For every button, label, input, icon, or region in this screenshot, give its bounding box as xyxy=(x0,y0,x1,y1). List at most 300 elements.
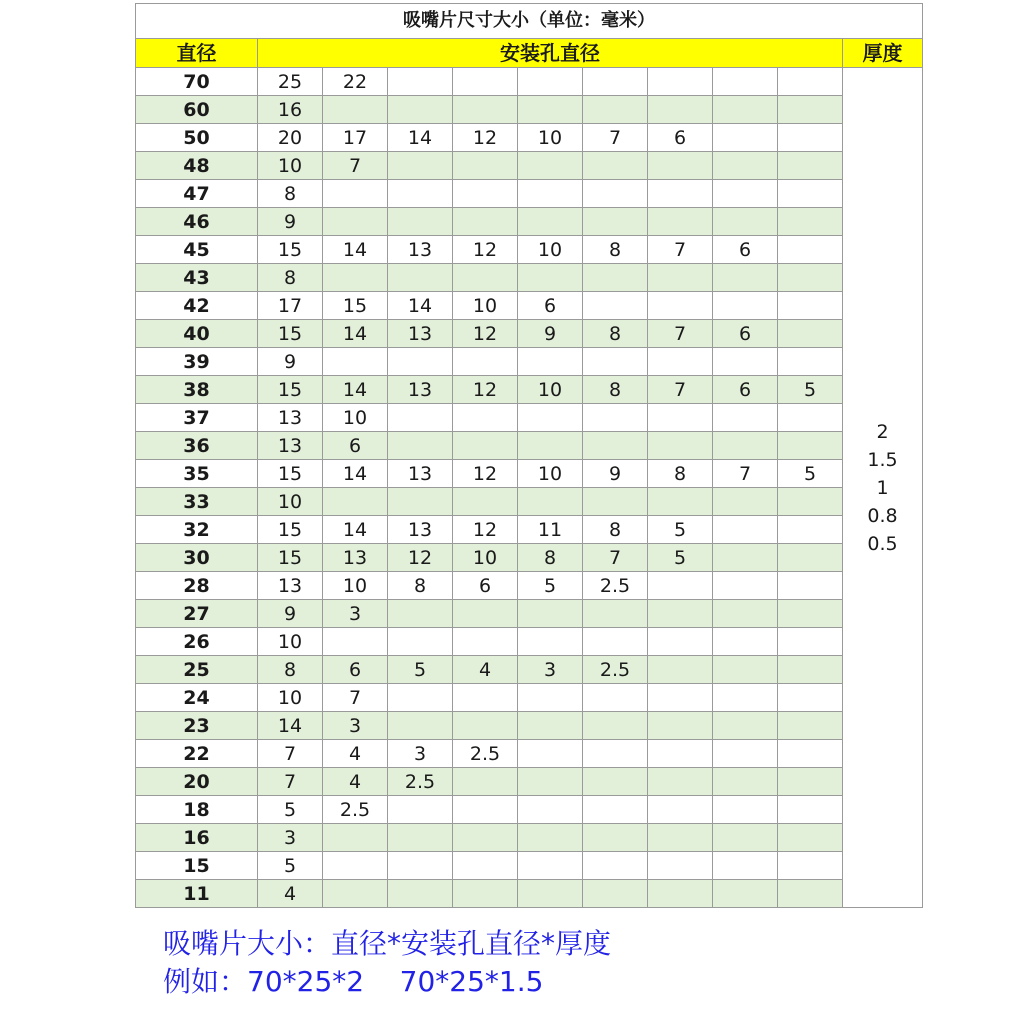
hole-diameter-cell: 5 xyxy=(648,516,713,544)
table-row xyxy=(136,96,923,124)
hole-diameter-cell xyxy=(583,152,648,180)
hole-diameter-cell xyxy=(648,348,713,376)
hole-diameter-cell xyxy=(713,880,778,908)
hole-diameter-cell: 10 xyxy=(453,292,518,320)
hole-diameter-cell xyxy=(518,740,583,768)
hole-diameter-cell xyxy=(453,684,518,712)
hole-diameter-cell: 14 xyxy=(258,712,323,740)
hole-diameter-cell: 6 xyxy=(453,572,518,600)
hole-diameter-cell: 9 xyxy=(583,460,648,488)
hole-diameter-cell xyxy=(583,684,648,712)
hole-diameter-cell xyxy=(648,488,713,516)
hole-diameter-cell xyxy=(648,208,713,236)
hole-diameter-cell xyxy=(388,880,453,908)
hole-diameter-cell: 15 xyxy=(258,376,323,404)
hole-diameter-cell xyxy=(518,404,583,432)
diameter-cell: 16 xyxy=(136,824,258,852)
hole-diameter-cell: 12 xyxy=(453,320,518,348)
hole-diameter-cell xyxy=(648,600,713,628)
hole-diameter-cell: 6 xyxy=(323,656,388,684)
diameter-cell: 40 xyxy=(136,320,258,348)
hole-diameter-cell: 10 xyxy=(258,152,323,180)
diameter-cell: 60 xyxy=(136,96,258,124)
hole-diameter-cell xyxy=(713,264,778,292)
hole-diameter-cell: 14 xyxy=(323,516,388,544)
hole-diameter-cell: 8 xyxy=(258,180,323,208)
hole-diameter-cell: 2.5 xyxy=(388,768,453,796)
table-title: 吸嘴片尺寸大小（单位：毫米） xyxy=(136,4,923,39)
hole-diameter-cell xyxy=(778,292,843,320)
table-row xyxy=(136,796,923,824)
hole-diameter-cell xyxy=(323,824,388,852)
hole-diameter-cell: 14 xyxy=(323,376,388,404)
hole-diameter-cell xyxy=(713,656,778,684)
hole-diameter-cell xyxy=(648,740,713,768)
hole-diameter-cell: 4 xyxy=(323,740,388,768)
table-row xyxy=(136,600,923,628)
hole-diameter-cell xyxy=(518,348,583,376)
hole-diameter-cell: 20 xyxy=(258,124,323,152)
hole-diameter-cell xyxy=(388,264,453,292)
table-row xyxy=(136,124,923,152)
table-row xyxy=(136,460,923,488)
hole-diameter-cell: 7 xyxy=(713,460,778,488)
hole-diameter-cell xyxy=(713,348,778,376)
hole-diameter-cell xyxy=(778,628,843,656)
diameter-cell: 46 xyxy=(136,208,258,236)
table-row xyxy=(136,880,923,908)
diameter-cell: 50 xyxy=(136,124,258,152)
hole-diameter-cell: 5 xyxy=(518,572,583,600)
hole-diameter-cell xyxy=(518,96,583,124)
hole-diameter-cell: 8 xyxy=(648,460,713,488)
hole-diameter-cell: 13 xyxy=(388,320,453,348)
table-row xyxy=(136,180,923,208)
hole-diameter-cell xyxy=(518,180,583,208)
diameter-cell: 18 xyxy=(136,796,258,824)
hole-diameter-cell xyxy=(778,348,843,376)
hole-diameter-cell xyxy=(648,152,713,180)
hole-diameter-cell: 7 xyxy=(258,768,323,796)
hole-diameter-cell xyxy=(453,152,518,180)
hole-diameter-cell xyxy=(388,824,453,852)
hole-diameter-cell xyxy=(713,432,778,460)
hole-diameter-cell xyxy=(583,740,648,768)
hole-diameter-cell xyxy=(713,600,778,628)
hole-diameter-cell: 9 xyxy=(518,320,583,348)
hole-diameter-cell xyxy=(778,572,843,600)
hole-diameter-cell xyxy=(778,208,843,236)
hole-diameter-cell xyxy=(778,236,843,264)
hole-diameter-cell xyxy=(518,824,583,852)
hole-diameter-cell xyxy=(778,124,843,152)
hole-diameter-cell xyxy=(713,824,778,852)
hole-diameter-cell: 13 xyxy=(258,432,323,460)
table-row xyxy=(136,516,923,544)
hole-diameter-cell: 7 xyxy=(258,740,323,768)
hole-diameter-cell: 8 xyxy=(258,656,323,684)
hole-diameter-cell xyxy=(323,264,388,292)
hole-diameter-cell xyxy=(778,404,843,432)
hole-diameter-cell xyxy=(518,712,583,740)
hole-diameter-cell xyxy=(583,796,648,824)
diameter-cell: 48 xyxy=(136,152,258,180)
hole-diameter-cell xyxy=(648,264,713,292)
hole-diameter-cell: 3 xyxy=(388,740,453,768)
hole-diameter-cell xyxy=(648,180,713,208)
hole-diameter-cell: 10 xyxy=(453,544,518,572)
hole-diameter-cell: 5 xyxy=(778,376,843,404)
hole-diameter-cell xyxy=(648,656,713,684)
hole-diameter-cell xyxy=(713,684,778,712)
hole-diameter-cell: 16 xyxy=(258,96,323,124)
hole-diameter-cell xyxy=(583,404,648,432)
hole-diameter-cell xyxy=(453,824,518,852)
hole-diameter-cell xyxy=(713,404,778,432)
hole-diameter-cell xyxy=(518,208,583,236)
hole-diameter-cell: 15 xyxy=(258,460,323,488)
hole-diameter-cell xyxy=(323,880,388,908)
hole-diameter-cell xyxy=(518,768,583,796)
thickness-value: 1 xyxy=(876,476,889,499)
hole-diameter-cell xyxy=(583,96,648,124)
hole-diameter-cell xyxy=(518,488,583,516)
hole-diameter-cell xyxy=(453,852,518,880)
hole-diameter-cell: 17 xyxy=(258,292,323,320)
hole-diameter-cell: 5 xyxy=(258,852,323,880)
hole-diameter-cell xyxy=(453,96,518,124)
hole-diameter-cell xyxy=(518,600,583,628)
hole-diameter-cell: 5 xyxy=(778,460,843,488)
hole-diameter-cell xyxy=(713,572,778,600)
hole-diameter-cell xyxy=(583,292,648,320)
hole-diameter-cell xyxy=(778,796,843,824)
thickness-value: 0.8 xyxy=(867,504,898,527)
hole-diameter-cell xyxy=(453,68,518,96)
hole-diameter-cell xyxy=(583,712,648,740)
hole-diameter-cell: 10 xyxy=(323,404,388,432)
table-row xyxy=(136,768,923,796)
hole-diameter-cell: 6 xyxy=(713,236,778,264)
hole-diameter-cell xyxy=(778,768,843,796)
diameter-cell: 36 xyxy=(136,432,258,460)
hole-diameter-cell xyxy=(518,628,583,656)
hole-diameter-cell xyxy=(323,628,388,656)
diameter-cell: 42 xyxy=(136,292,258,320)
hole-diameter-cell: 12 xyxy=(453,236,518,264)
hole-diameter-cell xyxy=(518,796,583,824)
hole-diameter-cell xyxy=(388,600,453,628)
hole-diameter-cell: 7 xyxy=(323,684,388,712)
hole-diameter-cell: 2.5 xyxy=(453,740,518,768)
table-row xyxy=(136,572,923,600)
size-table xyxy=(135,3,923,908)
hole-diameter-cell: 7 xyxy=(648,236,713,264)
hole-diameter-cell: 15 xyxy=(258,544,323,572)
hole-diameter-cell xyxy=(583,208,648,236)
diameter-cell: 25 xyxy=(136,656,258,684)
hole-diameter-cell: 3 xyxy=(323,600,388,628)
hole-diameter-cell xyxy=(648,628,713,656)
table-row xyxy=(136,320,923,348)
hole-diameter-cell xyxy=(518,432,583,460)
hole-diameter-cell xyxy=(388,684,453,712)
hole-diameter-cell xyxy=(713,516,778,544)
hole-diameter-cell xyxy=(713,488,778,516)
hole-diameter-cell: 8 xyxy=(583,516,648,544)
hole-diameter-cell xyxy=(583,180,648,208)
diameter-cell: 23 xyxy=(136,712,258,740)
hole-diameter-cell xyxy=(778,544,843,572)
hole-diameter-cell: 9 xyxy=(258,208,323,236)
diameter-cell: 37 xyxy=(136,404,258,432)
hole-diameter-cell xyxy=(778,516,843,544)
hole-diameter-cell: 8 xyxy=(258,264,323,292)
diameter-cell: 30 xyxy=(136,544,258,572)
hole-diameter-cell xyxy=(388,852,453,880)
hole-diameter-cell xyxy=(453,768,518,796)
hole-diameter-cell xyxy=(583,264,648,292)
hole-diameter-cell: 4 xyxy=(258,880,323,908)
hole-diameter-cell xyxy=(778,740,843,768)
hole-diameter-cell xyxy=(778,880,843,908)
table-row xyxy=(136,432,923,460)
thickness-value: 1.5 xyxy=(867,448,898,471)
hole-diameter-cell: 5 xyxy=(258,796,323,824)
hole-diameter-cell: 10 xyxy=(518,236,583,264)
hole-diameter-cell: 13 xyxy=(388,516,453,544)
hole-diameter-cell: 14 xyxy=(323,236,388,264)
hole-diameter-cell: 7 xyxy=(648,320,713,348)
hole-diameter-cell xyxy=(518,684,583,712)
hole-diameter-cell: 12 xyxy=(453,516,518,544)
hole-diameter-cell xyxy=(388,432,453,460)
hole-diameter-cell: 9 xyxy=(258,348,323,376)
thickness-cell xyxy=(843,68,923,908)
hole-diameter-cell: 7 xyxy=(583,544,648,572)
hole-diameter-cell xyxy=(323,852,388,880)
hole-diameter-cell xyxy=(648,684,713,712)
hole-diameter-cell: 14 xyxy=(388,292,453,320)
diameter-cell: 24 xyxy=(136,684,258,712)
table-row xyxy=(136,348,923,376)
hole-diameter-cell xyxy=(453,432,518,460)
hole-diameter-cell: 12 xyxy=(453,460,518,488)
hole-diameter-cell xyxy=(778,656,843,684)
hole-diameter-cell xyxy=(713,180,778,208)
hole-diameter-cell: 10 xyxy=(518,460,583,488)
hole-diameter-cell xyxy=(453,796,518,824)
table-row xyxy=(136,824,923,852)
hole-diameter-cell xyxy=(583,68,648,96)
hole-diameter-cell: 8 xyxy=(583,376,648,404)
hole-diameter-cell: 6 xyxy=(518,292,583,320)
hole-diameter-cell xyxy=(713,712,778,740)
hole-diameter-cell: 15 xyxy=(258,236,323,264)
hole-diameter-cell xyxy=(778,180,843,208)
hole-diameter-cell: 25 xyxy=(258,68,323,96)
hole-diameter-cell xyxy=(388,404,453,432)
hole-diameter-cell: 13 xyxy=(388,460,453,488)
hole-diameter-cell xyxy=(388,96,453,124)
table-row xyxy=(136,208,923,236)
hole-diameter-cell xyxy=(388,180,453,208)
hole-diameter-cell xyxy=(648,852,713,880)
hole-diameter-cell: 10 xyxy=(323,572,388,600)
hole-diameter-cell xyxy=(388,796,453,824)
table-row xyxy=(136,292,923,320)
hole-diameter-cell: 12 xyxy=(453,376,518,404)
hole-diameter-cell xyxy=(323,96,388,124)
hole-diameter-cell: 5 xyxy=(648,544,713,572)
hole-diameter-cell: 8 xyxy=(583,320,648,348)
hole-diameter-cell xyxy=(583,488,648,516)
hole-diameter-cell: 2.5 xyxy=(583,572,648,600)
hole-diameter-cell xyxy=(453,628,518,656)
hole-diameter-cell xyxy=(388,348,453,376)
hole-diameter-cell xyxy=(713,628,778,656)
hole-diameter-cell: 8 xyxy=(518,544,583,572)
hole-diameter-cell xyxy=(648,796,713,824)
hole-diameter-cell xyxy=(583,768,648,796)
hole-diameter-cell xyxy=(453,880,518,908)
hole-diameter-cell: 7 xyxy=(583,124,648,152)
hole-diameter-cell: 4 xyxy=(453,656,518,684)
hole-diameter-cell xyxy=(778,68,843,96)
hole-diameter-cell xyxy=(518,264,583,292)
hole-diameter-cell xyxy=(453,348,518,376)
hole-diameter-cell xyxy=(778,684,843,712)
hole-diameter-cell: 14 xyxy=(323,320,388,348)
hole-diameter-cell: 12 xyxy=(453,124,518,152)
hole-diameter-cell: 13 xyxy=(388,376,453,404)
hole-diameter-cell: 14 xyxy=(388,124,453,152)
hole-diameter-cell xyxy=(648,768,713,796)
hole-diameter-cell: 13 xyxy=(323,544,388,572)
hole-diameter-cell: 6 xyxy=(713,376,778,404)
hole-diameter-cell xyxy=(778,320,843,348)
hole-diameter-cell xyxy=(388,68,453,96)
hole-diameter-cell xyxy=(388,712,453,740)
hole-diameter-cell xyxy=(453,404,518,432)
hole-diameter-cell: 7 xyxy=(323,152,388,180)
hole-diameter-cell xyxy=(713,544,778,572)
hole-diameter-cell xyxy=(778,432,843,460)
hole-diameter-cell xyxy=(583,852,648,880)
hole-diameter-cell: 10 xyxy=(258,628,323,656)
hole-diameter-cell: 14 xyxy=(323,460,388,488)
hole-diameter-cell xyxy=(648,432,713,460)
hole-diameter-cell: 7 xyxy=(648,376,713,404)
hole-diameter-cell: 5 xyxy=(388,656,453,684)
hole-diameter-cell xyxy=(323,180,388,208)
hole-diameter-cell: 15 xyxy=(258,516,323,544)
hole-diameter-cell: 2.5 xyxy=(583,656,648,684)
diameter-cell: 20 xyxy=(136,768,258,796)
hole-diameter-cell xyxy=(778,488,843,516)
hole-diameter-cell xyxy=(518,152,583,180)
thickness-value: 2 xyxy=(876,420,889,443)
hole-diameter-cell xyxy=(323,208,388,236)
hole-diameter-cell xyxy=(323,348,388,376)
hole-diameter-cell xyxy=(778,712,843,740)
hole-diameter-cell: 8 xyxy=(583,236,648,264)
size-note xyxy=(163,925,611,1001)
diameter-cell: 47 xyxy=(136,180,258,208)
hole-diameter-cell: 8 xyxy=(388,572,453,600)
header-hole-diameter: 安装孔直径 xyxy=(258,39,843,68)
hole-diameter-cell xyxy=(713,124,778,152)
diameter-cell: 15 xyxy=(136,852,258,880)
hole-diameter-cell: 15 xyxy=(323,292,388,320)
hole-diameter-cell: 3 xyxy=(258,824,323,852)
hole-diameter-cell: 9 xyxy=(258,600,323,628)
table-row xyxy=(136,236,923,264)
hole-diameter-cell xyxy=(583,824,648,852)
table-row xyxy=(136,684,923,712)
table-row xyxy=(136,68,923,96)
hole-diameter-cell xyxy=(713,96,778,124)
hole-diameter-cell xyxy=(583,880,648,908)
hole-diameter-cell: 13 xyxy=(258,404,323,432)
hole-diameter-cell: 6 xyxy=(323,432,388,460)
hole-diameter-cell xyxy=(648,68,713,96)
hole-diameter-cell xyxy=(583,432,648,460)
diameter-cell: 11 xyxy=(136,880,258,908)
hole-diameter-cell xyxy=(583,348,648,376)
hole-diameter-cell xyxy=(648,292,713,320)
header-diameter: 直径 xyxy=(136,39,258,68)
header-thickness: 厚度 xyxy=(843,39,923,68)
hole-diameter-cell xyxy=(453,208,518,236)
table-row xyxy=(136,740,923,768)
hole-diameter-cell: 22 xyxy=(323,68,388,96)
hole-diameter-cell: 13 xyxy=(258,572,323,600)
table-row xyxy=(136,152,923,180)
hole-diameter-cell xyxy=(323,488,388,516)
diameter-cell: 35 xyxy=(136,460,258,488)
hole-diameter-cell: 10 xyxy=(518,124,583,152)
hole-diameter-cell: 2.5 xyxy=(323,796,388,824)
diameter-cell: 28 xyxy=(136,572,258,600)
hole-diameter-cell: 10 xyxy=(518,376,583,404)
hole-diameter-cell xyxy=(583,600,648,628)
table-row xyxy=(136,712,923,740)
hole-diameter-cell xyxy=(778,96,843,124)
hole-diameter-cell xyxy=(713,768,778,796)
hole-diameter-cell: 3 xyxy=(518,656,583,684)
table-row xyxy=(136,628,923,656)
hole-diameter-cell xyxy=(453,712,518,740)
table-row xyxy=(136,488,923,516)
table-row xyxy=(136,852,923,880)
hole-diameter-cell xyxy=(648,404,713,432)
diameter-cell: 26 xyxy=(136,628,258,656)
hole-diameter-cell xyxy=(388,152,453,180)
hole-diameter-cell: 6 xyxy=(713,320,778,348)
table-row xyxy=(136,264,923,292)
hole-diameter-cell xyxy=(453,600,518,628)
hole-diameter-cell: 13 xyxy=(388,236,453,264)
hole-diameter-cell: 15 xyxy=(258,320,323,348)
hole-diameter-cell xyxy=(778,264,843,292)
hole-diameter-cell: 12 xyxy=(388,544,453,572)
hole-diameter-cell xyxy=(388,208,453,236)
hole-diameter-cell: 10 xyxy=(258,684,323,712)
diameter-cell: 22 xyxy=(136,740,258,768)
hole-diameter-cell xyxy=(713,740,778,768)
hole-diameter-cell xyxy=(778,152,843,180)
